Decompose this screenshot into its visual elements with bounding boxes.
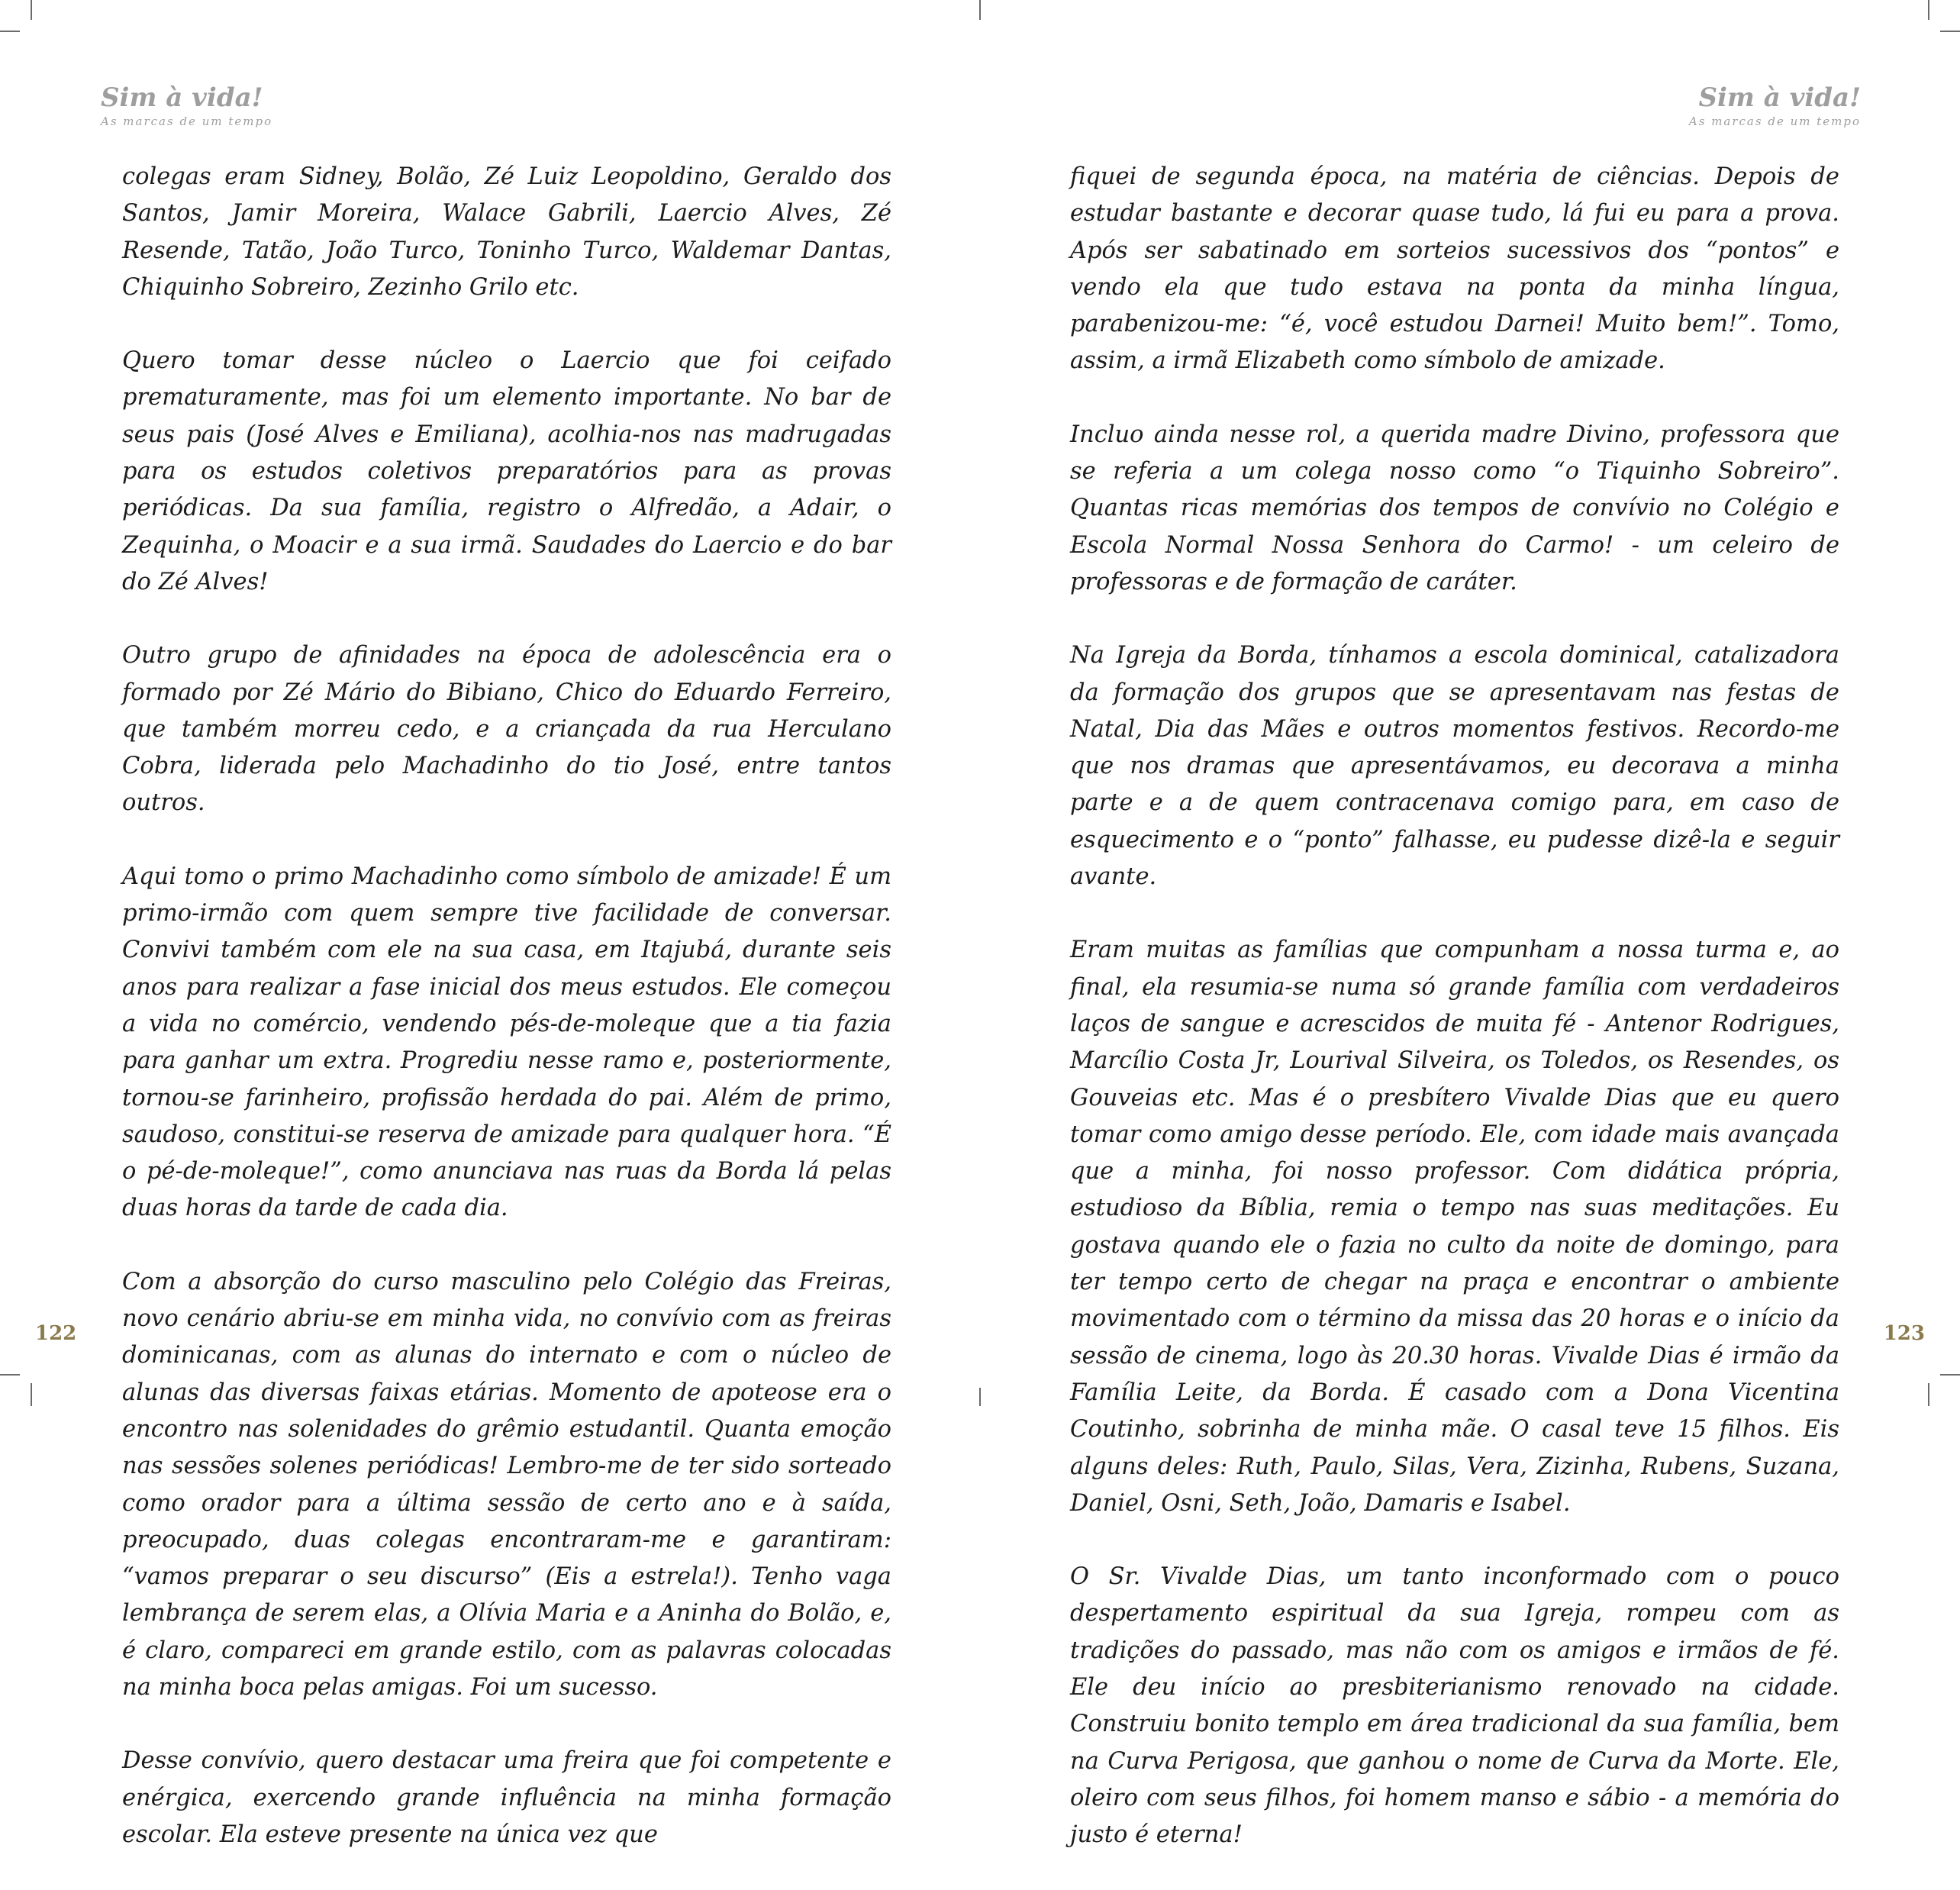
- paragraph: Na Igreja da Borda, tínhamos a escola dominical, catalizadora da formação dos grupos que se apresentavam nas festas de Natal, Dia das Mães e outros momentos festivos. Recordo-me que nos dramas que apresentávamos, eu decorava a minha parte e a de quem contracenava comigo para, em caso de esquecimento e o “ponto” falhasse, eu pudesse dizê-la e seguir avante.: [1070, 642, 1839, 891]
- running-header: [101, 82, 272, 128]
- paragraph: fiquei de segunda época, na matéria de ciências. Depois de estudar bastante e decorar quase tudo, lá fui eu para a prova. Após ser sabatinado em sorteios sucessivos dos “pontos” e vendo ela que tudo estava na ponta da minha língua, parabenizou-me: “é, você estudou Darnei! Muito bem!”. Tomo, assim, a irmã Elizabeth como símbolo de amizade.: [1070, 163, 1839, 375]
- left-page: [0, 0, 980, 1848]
- header-subtitle: As marcas de um tempo: [1688, 114, 1861, 128]
- body-text: [122, 159, 891, 1890]
- right-page: [980, 0, 1960, 1849]
- paragraph: Eram muitas as famílias que compunham a nossa turma e, ao final, ela resumia-se numa só grande família com verdadeiros laços de sangue e acrescidos de muita fé - Antenor Rodrigues, Marcílio Costa Jr, Lourival Silveira, os Toledos, os Resendes, os Gouveias etc. Mas é o presbítero Vivalde Dias que eu quero tomar como amigo desse período. Ele, com idade mais avançada que a minha, foi nosso professor. Com didática própria, estudioso da Bíblia, remia o tempo nas suas meditações. Eu gostava quando ele o fazia no culto da noite de domingo, para ter tempo certo de chegar na praça e encontrar o ambiente movimentado com o término da missa das 20 horas e o início da sessão de cinema, logo às 20.30 horas. Vivalde Dias é irmão da Família Leite, da Borda. É casado com a Dona Vicentina Coutinho, sobrinha de minha mãe. O casal teve 15 filhos. Eis alguns deles: Ruth, Paulo, Silas, Vera, Zizinha, Rubens, Suzana, Daniel, Osni, Seth, João, Damaris e Isabel.: [1070, 937, 1839, 1517]
- paragraph: Aqui tomo o primo Machadinho como símbolo de amizade! É um primo-irmão com quem sempre tive facilidade de conversar. Convivi também com ele na sua casa, em Itajubá, durante seis anos para realizar a fase inicial dos meus estudos. Ele começou a vida no comércio, vendendo pés-de-moleque que a tia fazia para ganhar um extra. Progrediu nesse ramo e, posteriormente, tornou-se farinheiro, profissão herdada do pai. Além de primo, saudoso, constitui-se reserva de amizade para qualquer hora. “É o pé-de-moleque!”, como anunciava nas ruas da Borda lá pelas duas horas da tarde de cada dia.: [122, 863, 891, 1222]
- page-number: 123: [1883, 1322, 1925, 1345]
- page-number: 122: [35, 1322, 77, 1345]
- paragraph: Desse convívio, quero destacar uma freira que foi competente e enérgica, exercendo grande influência na minha formação escolar. Ela esteve presente na única vez que: [122, 1747, 891, 1848]
- header-subtitle: As marcas de um tempo: [101, 114, 273, 128]
- paragraph: Outro grupo de afinidades na época de adolescência era o formado por Zé Mário do Bibiano, Chico do Eduardo Ferreiro, que também morreu cedo, e a criançada da rua Herculano Cobra, liderada pelo Machadinho do tio José, entre tantos outros.: [122, 642, 891, 817]
- header-title: Sim à vida!: [101, 82, 263, 113]
- paragraph: O Sr. Vivalde Dias, um tanto inconformado com o pouco despertamento espiritual da sua Igreja, rompeu com as tradições do passado, mas não com os amigos e irmãos de fé. Ele deu início ao presbiterianismo renovado na cidade. Construiu bonito templo em área tradicional da sua família, bem na Curva Perigosa, que ganhou o nome de Curva da Morte. Ele, oleiro com seus filhos, foi homem manso e sábio - a memória do justo é eterna!: [1070, 1563, 1839, 1849]
- running-header: [1689, 82, 1861, 128]
- paragraph: Incluo ainda nesse rol, a querida madre Divino, professora que se referia a um colega nosso como “o Tiquinho Sobreiro”. Quantas ricas memórias dos tempos de convívio no Colégio e Escola Normal Nossa Senhora do Carmo! - um celeiro de professoras e de formação de caráter.: [1070, 421, 1839, 595]
- paragraph: Com a absorção do curso masculino pelo Colégio das Freiras, novo cenário abriu-se em minha vida, no convívio com as freiras dominicanas, com as alunas do internato e com o núcleo de alunas das diversas faixas etárias. Momento de apoteose era o encontro nas solenidades do grêmio estudantil. Quanta emoção nas sessões solenes periódicas! Lembro-me de ter sido sorteado como orador para a última sessão de certo ano e à saída, preocupado, duas colegas encontraram-me e garantiram: “vamos preparar o seu discurso” (Eis a estrela!). Tenho vaga lembrança de serem elas, a Olívia Maria e a Aninha do Bolão, e, é claro, compareci em grande estilo, com as palavras colocadas na minha boca pelas amigas. Foi um sucesso.: [122, 1268, 891, 1701]
- header-title: Sim à vida!: [1698, 82, 1861, 113]
- paragraph: Quero tomar desse núcleo o Laercio que foi ceifado prematuramente, mas foi um elemento importante. No bar de seus pais (José Alves e Emiliana), acolhia-nos nas madrugadas para os estudos coletivos preparatórios para as provas periódicas. Da sua família, registro o Alfredão, a Adair, o Zequinha, o Moacir e a sua irmã. Saudades do Laercio e do bar do Zé Alves!: [122, 347, 891, 595]
- body-text: [1070, 159, 1839, 1890]
- paragraph: colegas eram Sidney, Bolão, Zé Luiz Leopoldino, Geraldo dos Santos, Jamir Moreira, Walace Gabrili, Laercio Alves, Zé Resende, Tatão, João Turco, Toninho Turco, Waldemar Dantas, Chiquinho Sobreiro, Zezinho Grilo etc.: [122, 163, 891, 301]
